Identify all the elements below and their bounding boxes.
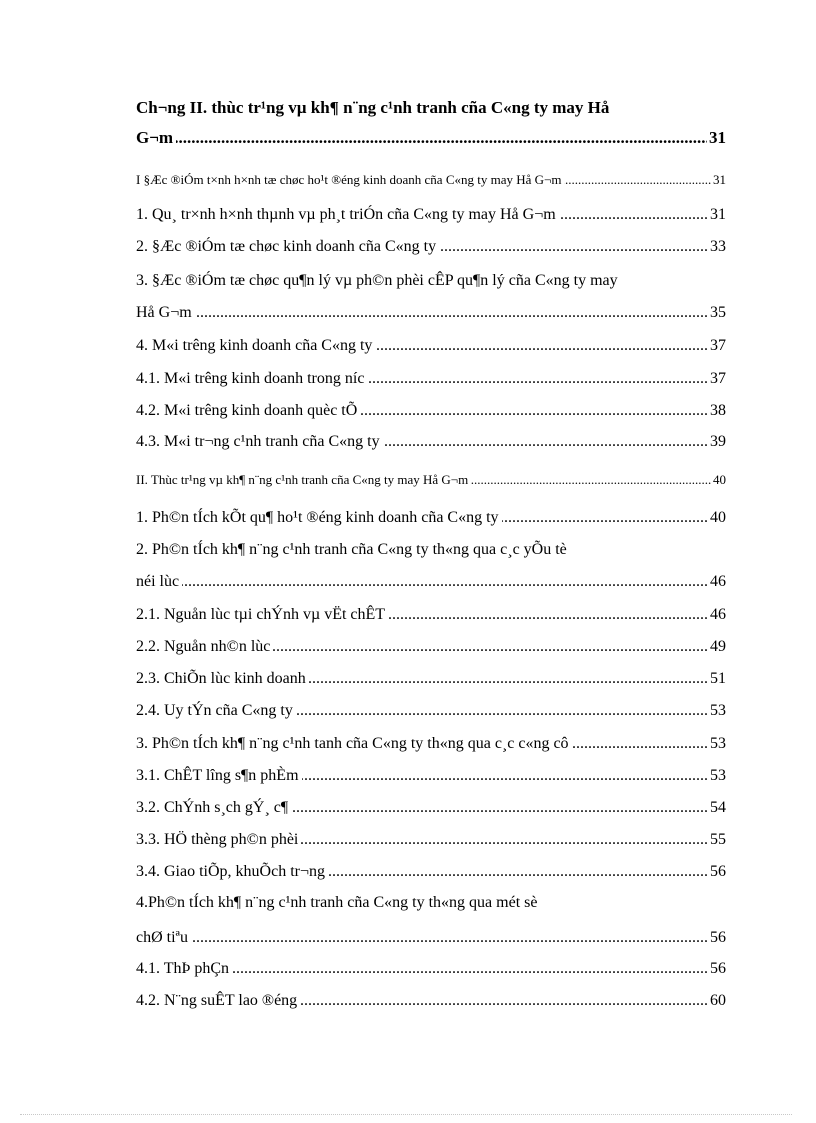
toc-entry-page-number: 46 bbox=[710, 573, 726, 590]
toc-entry-page-number: 51 bbox=[710, 670, 726, 687]
toc-entry-page-number: 40 bbox=[711, 470, 726, 490]
toc-entry-title: 3. §Æc ®iÓm tæ chøc qu¶n lý vµ ph©n phèi cÊP qu¶n lý cña C«ng ty may bbox=[136, 272, 618, 289]
toc-entry-title: 2.4. Uy tÝn cña C«ng ty bbox=[136, 702, 296, 719]
toc-entry[interactable] bbox=[136, 991, 726, 1011]
toc-entry[interactable] bbox=[136, 369, 726, 389]
toc-entry[interactable] bbox=[136, 862, 726, 882]
toc-entry-page-number: 56 bbox=[710, 929, 726, 946]
toc-entry-title: chØ tiªu bbox=[136, 929, 191, 946]
toc-entry[interactable] bbox=[136, 508, 726, 528]
toc-entry[interactable] bbox=[136, 170, 726, 190]
toc-entry-title: 3.4. Giao tiÕp, khuÕch tr¬ng bbox=[136, 863, 328, 880]
toc-entry-page-number: 60 bbox=[710, 992, 726, 1009]
toc-entry-title: 4.1. ThÞ phÇn bbox=[136, 960, 232, 977]
toc-entry[interactable] bbox=[136, 734, 726, 754]
toc-entry-page-number: 55 bbox=[710, 831, 726, 848]
toc-entry-title: 4.3. M«i tr¬ng c¹nh tranh cña C«ng ty bbox=[136, 433, 383, 450]
toc-entry-title: 4. M«i trêng kinh doanh cña C«ng ty bbox=[136, 337, 375, 354]
toc-entry-page-number: 46 bbox=[710, 606, 726, 623]
toc-entry[interactable] bbox=[136, 701, 726, 721]
toc-entry-title: II. Thùc tr¹ng vµ kh¶ n¨ng c¹nh tranh cña C«ng ty may Hå G¬m bbox=[136, 472, 471, 487]
toc-entry[interactable] bbox=[136, 470, 726, 490]
toc-entry-title: G¬m bbox=[136, 128, 176, 147]
toc-entry-title: 2.1. Nguån lùc tµi chÝnh vµ vËt chÊT bbox=[136, 606, 388, 623]
toc-entry-title: 3.2. ChÝnh s¸ch gÝ¸ c¶ bbox=[136, 799, 291, 816]
toc-entry-title: 1. Ph©n tÍch kÕt qu¶ ho¹t ®éng kinh doanh cña C«ng ty bbox=[136, 509, 502, 526]
toc-entry-title: 3.1. ChÊT lîng s¶n phÈm bbox=[136, 767, 302, 784]
toc-entry-page-number: 53 bbox=[710, 767, 726, 784]
toc-entry-title: 3.3. HÖ thèng ph©n phèi bbox=[136, 831, 301, 848]
toc-entry-page-number: 56 bbox=[710, 863, 726, 880]
toc-entry[interactable] bbox=[136, 271, 726, 291]
toc-entry-title: 4.2. M«i trêng kinh doanh quèc tÕ bbox=[136, 402, 360, 419]
toc-entry[interactable] bbox=[136, 98, 726, 118]
toc-entry[interactable] bbox=[136, 205, 726, 225]
toc-entry-page-number: 49 bbox=[710, 638, 726, 655]
toc-entry-title: Ch¬ng II. thùc tr¹ng vµ kh¶ n¨ng c¹nh tranh cña C«ng ty may Hå bbox=[136, 98, 610, 117]
toc-entry[interactable] bbox=[136, 893, 726, 913]
toc-entry-title: 1. Qu¸ tr×nh h×nh thµnh vµ ph¸t triÓn cña C«ng ty may Hå G¬m bbox=[136, 206, 559, 223]
toc-entry-title: 2.2. Nguån nh©n lùc bbox=[136, 638, 273, 655]
toc-entry[interactable] bbox=[136, 959, 726, 979]
toc-entry-title: 2. Ph©n tÍch kh¶ n¨ng c¹nh tranh cña C«ng ty th«ng qua c¸c yÕu tè bbox=[136, 541, 567, 558]
toc-entry-page-number: 31 bbox=[710, 206, 726, 223]
toc-entry[interactable] bbox=[136, 237, 726, 257]
toc-entry-page-number: 35 bbox=[710, 304, 726, 321]
toc-entry-title: 4.2. N¨ng suÊT lao ®éng bbox=[136, 992, 300, 1009]
toc-entry[interactable] bbox=[136, 637, 726, 657]
toc-entry-page-number: 33 bbox=[710, 238, 726, 255]
toc-entry[interactable] bbox=[136, 401, 726, 421]
toc-entry-page-number: 38 bbox=[710, 402, 726, 419]
toc-entry-title: 3. Ph©n tÍch kh¶ n¨ng c¹nh tanh cña C«ng ty th«ng qua c¸c c«ng cô bbox=[136, 735, 572, 752]
toc-entry[interactable] bbox=[136, 669, 726, 689]
toc-entry-page-number: 40 bbox=[710, 509, 726, 526]
toc-entry-page-number: 37 bbox=[710, 370, 726, 387]
toc-entry-page-number: 31 bbox=[709, 128, 726, 147]
toc-entry[interactable] bbox=[136, 432, 726, 452]
toc-entry[interactable] bbox=[136, 605, 726, 625]
toc-entry-page-number: 31 bbox=[711, 170, 726, 190]
toc-entry[interactable] bbox=[136, 336, 726, 356]
toc-entry[interactable] bbox=[136, 303, 726, 323]
toc-entry-page-number: 53 bbox=[710, 702, 726, 719]
toc-entry-page-number: 56 bbox=[710, 960, 726, 977]
toc-entry-page-number: 37 bbox=[710, 337, 726, 354]
toc-entry-title: 4.1. M«i trêng kinh doanh trong níc bbox=[136, 370, 367, 387]
toc-entry[interactable] bbox=[136, 128, 726, 148]
toc-entry[interactable] bbox=[136, 766, 726, 786]
toc-entry-title: 4.Ph©n tÍch kh¶ n¨ng c¹nh tranh cña C«ng ty th«ng qua mét sè bbox=[136, 894, 538, 911]
toc-entry-title: 2.3. ChiÕn lùc kinh doanh bbox=[136, 670, 309, 687]
toc-entry-title: 2. §Æc ®iÓm tæ chøc kinh doanh cña C«ng ty bbox=[136, 238, 439, 255]
toc-entry[interactable] bbox=[136, 572, 726, 592]
toc-entry[interactable] bbox=[136, 928, 726, 948]
page-bottom-divider bbox=[20, 1114, 792, 1115]
toc-entry[interactable] bbox=[136, 540, 726, 560]
toc-entry-page-number: 53 bbox=[710, 735, 726, 752]
toc-entry-page-number: 39 bbox=[710, 433, 726, 450]
toc-entry-page-number: 54 bbox=[710, 799, 726, 816]
toc-entry[interactable] bbox=[136, 798, 726, 818]
toc-entry-title: I §Æc ®iÓm t×nh h×nh tæ chøc ho¹t ®éng kinh doanh cña C«ng ty may Hå G¬m bbox=[136, 172, 564, 187]
toc-entry[interactable] bbox=[136, 830, 726, 850]
toc-entry-title: Hå G¬m bbox=[136, 304, 195, 321]
toc-entry-title: néi lùc bbox=[136, 573, 182, 590]
